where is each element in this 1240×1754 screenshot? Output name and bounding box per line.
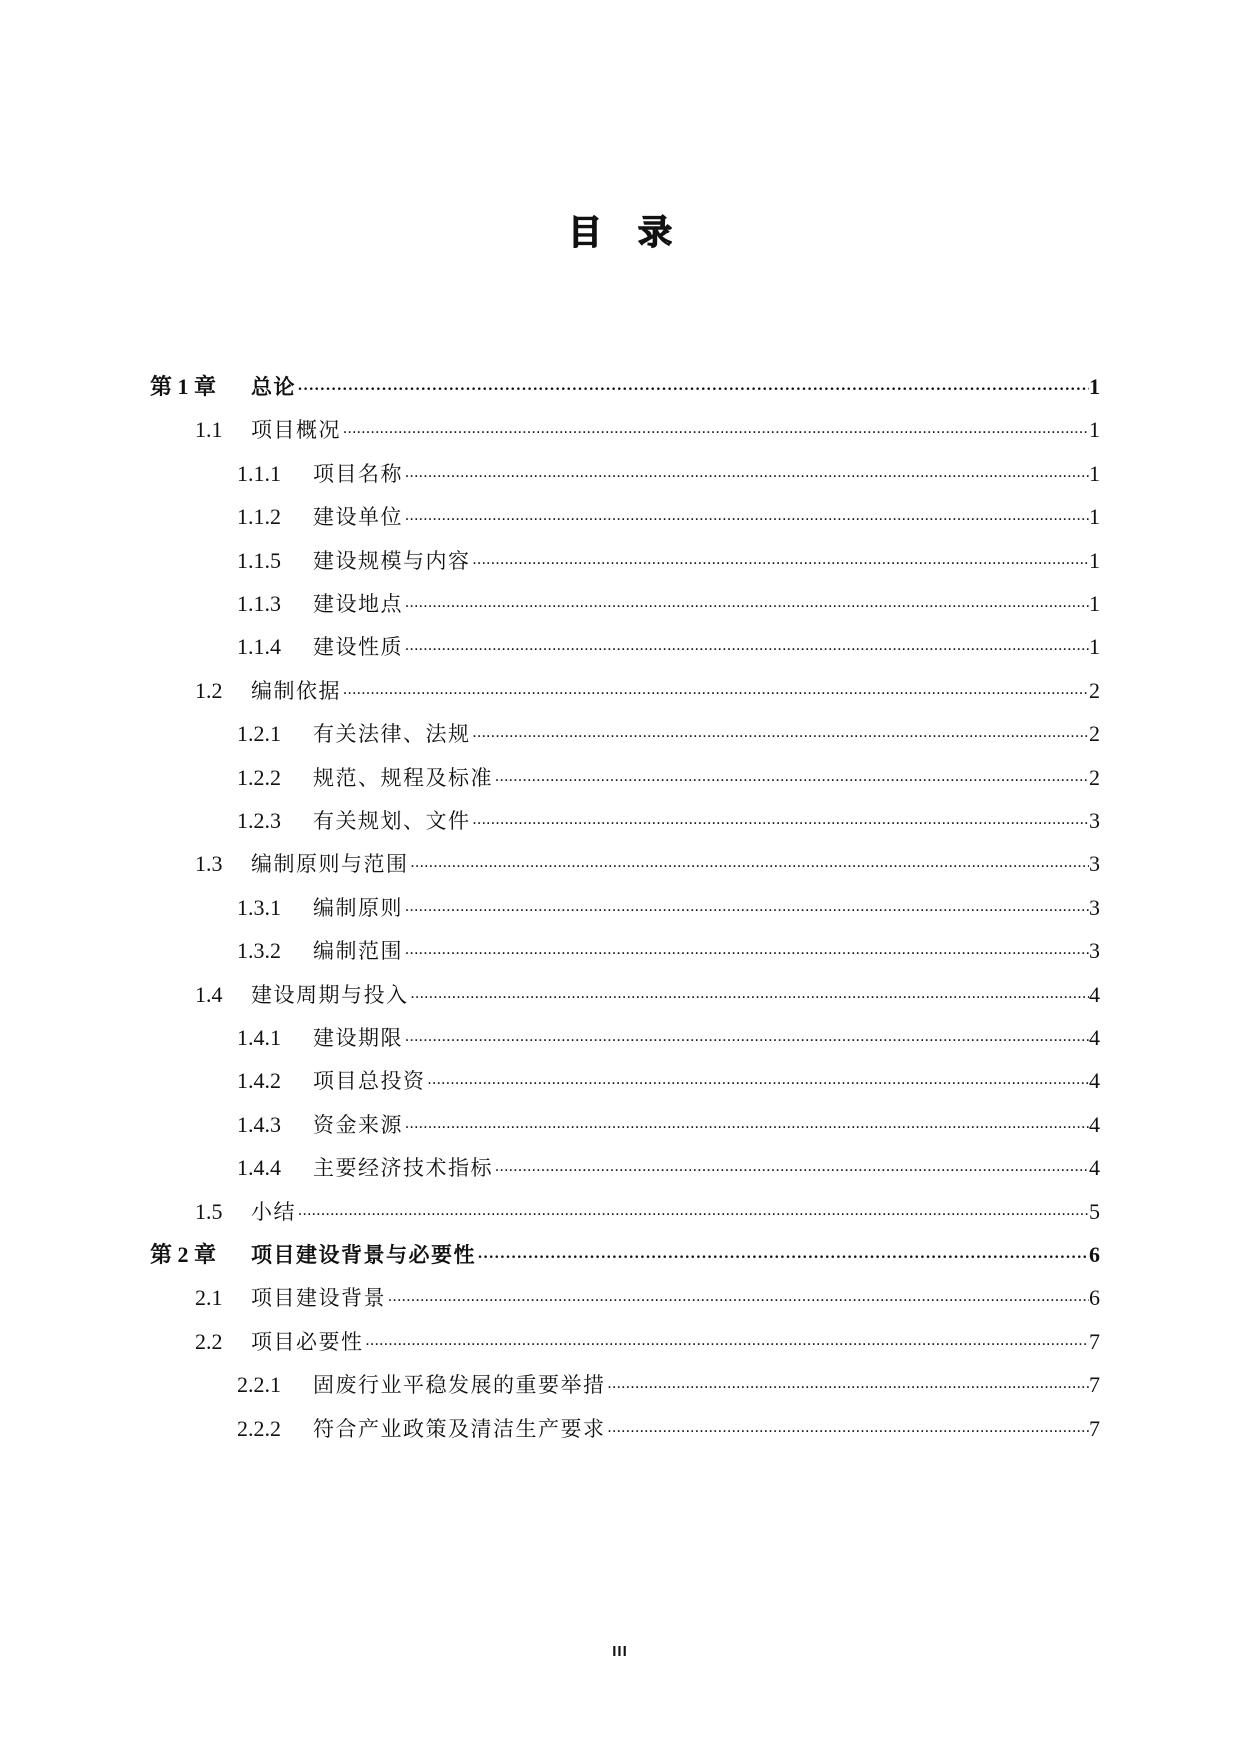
dot-leader	[403, 504, 1089, 530]
toc-entry-page: 2	[1089, 764, 1100, 790]
toc-entry-page: 7	[1089, 1415, 1100, 1441]
toc-entry-number: 2.2	[195, 1328, 223, 1354]
dot-leader	[403, 1025, 1089, 1051]
toc-entry-title: 建设性质	[313, 635, 403, 660]
toc-entry[interactable]	[0, 409, 1240, 449]
toc-entry[interactable]	[0, 1277, 1240, 1317]
toc-entry-title: 建设规模与内容	[313, 548, 471, 573]
toc-entry-title: 符合产业政策及清洁生产要求	[313, 1416, 606, 1441]
toc-entry-number: 1.1	[195, 417, 223, 443]
toc-entry-page: 3	[1089, 894, 1100, 920]
toc-entry[interactable]	[0, 366, 1240, 406]
toc-entry-page: 4	[1089, 1068, 1100, 1094]
dot-leader	[403, 591, 1089, 617]
toc-entry[interactable]	[0, 843, 1240, 883]
toc-entry-number: 1.2.3	[237, 808, 281, 833]
toc-entry-title: 建设周期与投入	[251, 982, 409, 1007]
toc-entry-page: 7	[1089, 1372, 1100, 1398]
toc-title: 目录	[568, 213, 708, 253]
toc-entry-number: 1.1.1	[237, 460, 281, 486]
toc-entry-number: 1.4.1	[237, 1025, 281, 1050]
toc-entry-title: 项目必要性	[251, 1329, 364, 1354]
dot-leader	[403, 1112, 1089, 1138]
toc-entry-title: 有关法律、法规	[313, 722, 471, 747]
toc-entry-page: 4	[1089, 981, 1100, 1007]
toc-entry-number: 2.2.1	[237, 1372, 281, 1398]
toc-entry-title: 编制依据	[251, 678, 341, 703]
dot-leader	[341, 417, 1089, 443]
toc-entry-title: 项目概况	[251, 418, 341, 443]
toc-entry-title: 项目建设背景	[251, 1286, 386, 1311]
dot-leader	[493, 765, 1089, 791]
toc-entry-title: 编制原则与范围	[251, 852, 409, 877]
toc-entry-number: 1.2.1	[237, 721, 281, 747]
toc-entry-number: 1.5	[195, 1198, 223, 1224]
toc-entry[interactable]	[0, 1234, 1240, 1274]
toc-entry-title: 规范、规程及标准	[313, 765, 493, 790]
toc-entry[interactable]	[0, 1191, 1240, 1231]
toc-entry-page: 2	[1089, 677, 1100, 703]
toc-entry-title: 固废行业平稳发展的重要举措	[313, 1373, 606, 1398]
toc-entry[interactable]	[0, 626, 1240, 666]
dot-leader	[606, 1416, 1090, 1442]
toc-entry-number: 1.1.2	[237, 504, 281, 530]
toc-entry-title: 编制原则	[313, 895, 403, 920]
dot-leader	[476, 1242, 1089, 1268]
dot-leader	[403, 461, 1089, 487]
toc-entry-page: 4	[1089, 1025, 1100, 1050]
toc-entry[interactable]	[0, 1321, 1240, 1361]
toc-entry-number: 1.4	[195, 981, 223, 1007]
toc-entry[interactable]	[0, 1408, 1240, 1448]
dot-leader	[606, 1372, 1090, 1398]
toc-entry[interactable]	[0, 757, 1240, 797]
toc-entry-number: 1.3.1	[237, 894, 281, 920]
toc-entry[interactable]	[0, 1017, 1240, 1057]
dot-leader	[409, 851, 1090, 877]
dot-leader	[426, 1068, 1090, 1094]
toc-entry[interactable]	[0, 453, 1240, 493]
dot-leader	[403, 938, 1089, 964]
toc-entry[interactable]	[0, 887, 1240, 927]
toc-entry[interactable]	[0, 1060, 1240, 1100]
dot-leader	[341, 678, 1089, 704]
toc-entry-number: 2.1	[195, 1285, 223, 1311]
toc-entry[interactable]	[0, 1104, 1240, 1144]
toc-entry[interactable]	[0, 1364, 1240, 1404]
toc-entry-page: 4	[1089, 1155, 1100, 1181]
toc-entry[interactable]	[0, 540, 1240, 580]
toc-entry-number: 1.3.2	[237, 938, 281, 964]
toc-entry-page: 1	[1089, 374, 1100, 399]
toc-entry-title: 项目总投资	[313, 1069, 426, 1094]
toc-entry-title: 编制范围	[313, 939, 403, 964]
toc-entry[interactable]	[0, 974, 1240, 1014]
dot-leader	[471, 721, 1090, 747]
dot-leader	[409, 982, 1090, 1008]
toc-entry-title: 主要经济技术指标	[313, 1156, 493, 1181]
toc-entry-page: 1	[1089, 591, 1100, 616]
toc-entry-number: 1.3	[195, 851, 223, 877]
toc-entry-number: 1.4.2	[237, 1068, 281, 1094]
toc-entry-title: 资金来源	[313, 1112, 403, 1137]
toc-entry[interactable]	[0, 670, 1240, 710]
toc-entry-page: 1	[1089, 504, 1100, 530]
toc-entry-number: 1.2	[195, 677, 223, 703]
dot-leader	[386, 1285, 1089, 1311]
toc-entry-page: 6	[1089, 1242, 1100, 1267]
dot-leader	[471, 808, 1090, 834]
toc-entry-page: 7	[1089, 1328, 1100, 1354]
toc-entry-title: 小结	[251, 1199, 296, 1224]
toc-entry-title: 有关规划、文件	[313, 809, 471, 833]
dot-leader	[403, 634, 1089, 660]
toc-entry-number: 1.4.4	[237, 1155, 281, 1181]
dot-leader	[471, 548, 1090, 574]
toc-entry-number: 1.1.5	[237, 547, 281, 573]
toc-entry-title: 总论	[251, 375, 296, 399]
dot-leader	[493, 1155, 1089, 1181]
toc-entry-number: 第 1 章	[150, 374, 217, 399]
toc-entry-title: 建设期限	[313, 1026, 403, 1050]
toc-entry[interactable]	[0, 583, 1240, 623]
toc-entry-number: 1.4.3	[237, 1111, 281, 1137]
toc-entry-title: 项目名称	[313, 461, 403, 486]
toc-entry-number: 第 2 章	[150, 1242, 217, 1267]
dot-leader	[403, 895, 1089, 921]
toc-entry-number: 2.2.2	[237, 1415, 281, 1441]
toc-entry[interactable]	[0, 496, 1240, 536]
toc-entry-title: 建设地点	[313, 592, 403, 616]
toc-entry-page: 1	[1089, 634, 1100, 660]
dot-leader	[296, 1199, 1089, 1225]
toc-entry-number: 1.1.3	[237, 591, 281, 616]
toc-entry-number: 1.2.2	[237, 764, 281, 790]
toc-entry-page: 5	[1089, 1198, 1100, 1224]
dot-leader	[296, 374, 1089, 400]
toc-entry-page: 4	[1089, 1111, 1100, 1137]
toc-entry[interactable]	[0, 930, 1240, 970]
toc-entry-page: 6	[1089, 1285, 1100, 1311]
toc-entry-title: 建设单位	[313, 505, 403, 530]
toc-entry-title: 项目建设背景与必要性	[251, 1243, 476, 1267]
dot-leader	[364, 1329, 1090, 1355]
toc-entry-page: 3	[1089, 808, 1100, 833]
toc-entry[interactable]	[0, 713, 1240, 753]
toc-entry[interactable]	[0, 1147, 1240, 1187]
toc-entry[interactable]	[0, 800, 1240, 840]
toc-entry-page: 1	[1089, 460, 1100, 486]
toc-entry-page: 3	[1089, 938, 1100, 964]
page-number: III	[612, 1643, 628, 1660]
toc-entry-page: 1	[1089, 547, 1100, 573]
toc-entry-page: 2	[1089, 721, 1100, 747]
toc-entry-page: 1	[1089, 417, 1100, 443]
toc-entry-number: 1.1.4	[237, 634, 281, 660]
toc-entry-page: 3	[1089, 851, 1100, 877]
